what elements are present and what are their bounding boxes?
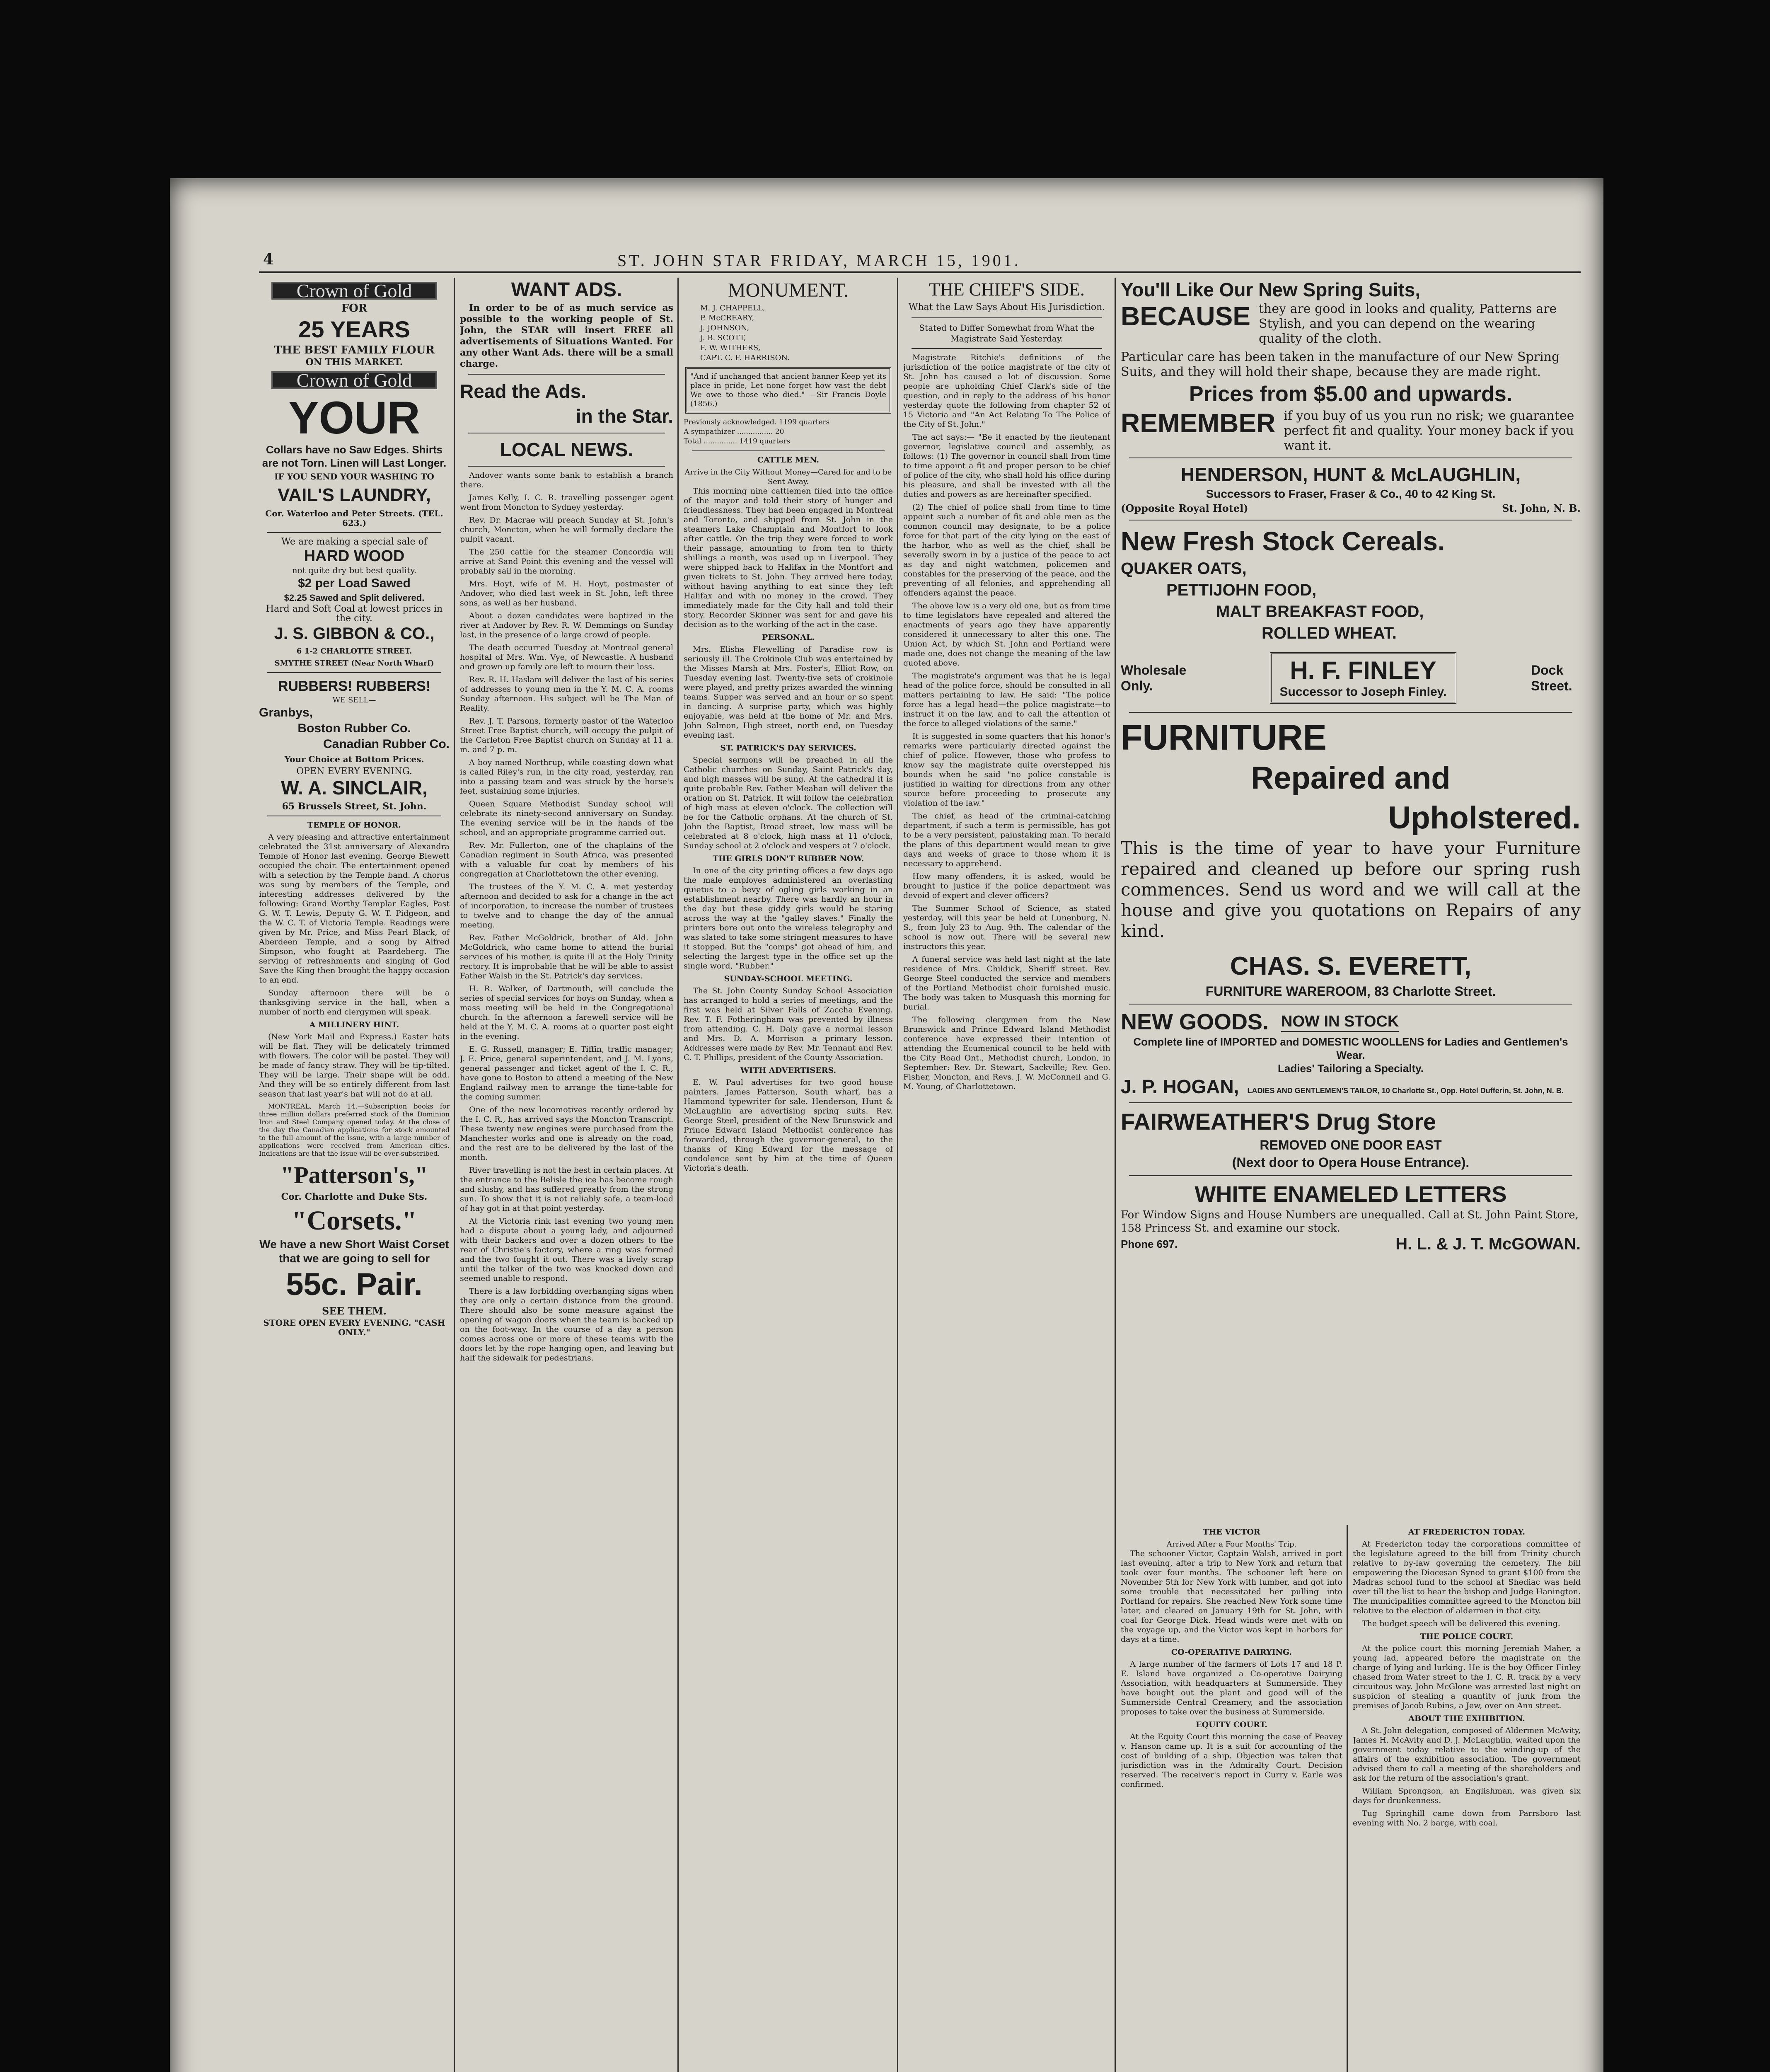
finley-wholesale: Wholesale Only.: [1121, 663, 1187, 693]
now-in-stock: NOW IN STOCK: [1281, 1012, 1399, 1032]
hogan-name: J. P. HOGAN,: [1121, 1076, 1239, 1097]
column-5-ads: [1121, 278, 1581, 1517]
chiefs-paragraph: The magistrate's argument was that he is legal head of the police force, should be consulted in all matters pertaining to law. He said: "The police force has a legal head—the police magistrate—to instruct it on the law, and to call the attention of the force to alleged violations of the same.": [903, 671, 1110, 728]
chiefs-paragraph: A funeral service was held last night at the late residence of Mrs. Childick, Sheriff street. Rev. George Steel conducted the service and members of the Portland Methodist choir furnished music. The body was taken to Musquash this morning for burial.: [903, 955, 1110, 1012]
cereal-rolled: ROLLED WHEAT.: [1262, 624, 1397, 642]
remember-word: REMEMBER: [1121, 408, 1276, 438]
cereal-malt: MALT BREAKFAST FOOD,: [1216, 603, 1424, 621]
ad-price-2: $2.25 Sawed and Split delivered.: [284, 593, 425, 603]
coop-body: A large number of the farmers of Lots 17 and 18 P. E. Island have organized a Co-operative Dairying Association, with headquarters at Summerside. They have bought out the plant and good will of the Summerside Central Creamery, and the association proposes to take over the business at Summerside.: [1121, 1660, 1342, 1716]
ad-rubbers: RUBBERS! RUBBERS!: [278, 678, 431, 694]
care-text: Particular care has been taken in the manufacture of our New Spring Suits, and they will hold their shape, because they are made right.: [1121, 350, 1560, 379]
mcgowan-row: [1121, 1235, 1581, 1253]
personal-heading: PERSONAL.: [762, 633, 815, 642]
column-3: [684, 278, 893, 2072]
divider: [912, 317, 1102, 318]
ad-choice: Your Choice at Bottom Prices.: [284, 754, 424, 764]
committee-name: J. B. SCOTT,: [700, 334, 746, 342]
local-item: H. R. Walker, of Dartmouth, will conclude the series of special services for boys on Sunday, when a mass meeting will be held in the Congregational church. In the afternoon a farewell service will be held at the Y. M. C. A. rooms at a quarter past eight in the evening.: [460, 984, 673, 1041]
ad-pattersons: "Patterson's,": [280, 1162, 428, 1188]
ad-vails-laundry: VAIL'S LAUNDRY,: [278, 485, 431, 505]
because-row: [1121, 302, 1581, 346]
finley-box: [1270, 652, 1457, 704]
ad-see-them: SEE THEM.: [322, 1305, 387, 1317]
ad-coal: Hard and Soft Coal at lowest prices in the city.: [266, 604, 443, 624]
police-court-body: At the police court this morning Jeremiah Maher, a young lad, appeared before the magistrate on the charge of lying and lurking. He is the boy Officer Finley chased from Water street to the I. C. R. track by a very circuitous way. John McGlone was arrested last night on suspicion of stealing a quantity of junk from the premises of Jacob Rubins, a Jew, over on Ann street.: [1353, 1644, 1581, 1710]
local-item: The trustees of the Y. M. C. A. met yesterday afternoon and decided to ask for a change in the act of incorporation, to increase the number of trustees to twelve and to change the day of the annual meeting.: [460, 882, 673, 929]
crown-of-gold-banner-2: Crown of Gold: [271, 371, 437, 389]
victor-heading: THE VICTOR: [1203, 1527, 1260, 1537]
tailoring-text: Ladies' Tailoring a Specialty.: [1278, 1062, 1424, 1075]
hhm-address-row: [1121, 501, 1581, 516]
hhm-city: St. John, N. B.: [1502, 502, 1581, 514]
finley-row: [1121, 648, 1581, 708]
committee-name: F. W. WITHERS,: [700, 344, 761, 352]
prices-text: Prices from $5.00 and upwards.: [1189, 382, 1513, 406]
temple-sunday: Sunday afternoon there will be a thanksgiving service in the hall, when a number of north end clergymen will speak.: [259, 988, 450, 1017]
ad-granbys: Granbys,: [259, 706, 313, 719]
school-body: The St. John County Sunday School Association has arranged to hold a series of meetings, and the first was held at Silver Falls of Zaccha Evening. Rev. T. F. Fotheringham was prevented by illness from attending. C. H. Daly gave a normal lesson and Mrs. D. A. Morrison a primary lesson. Addresses were made by Rev. Mr. Tennant and Rev. C. T. Phillips, president of the County Association.: [684, 986, 893, 1062]
sprongson-line: William Sprongson, an Englishman, was given six days for drunkenness.: [1353, 1786, 1581, 1805]
ad-canadian: Canadian Rubber Co.: [323, 737, 450, 751]
rubber-body: In one of the city printing offices a few days ago the male employes administered an overlasting quietus to a bevy of ogling girls working in an establishment nearby. There was hardly an hour in the day but these giddy girls would be staring across the way at the "galley slaves." Finally the printers bore out onto the wireless telegraphy and was slated to take some stringent measures to have it stopped. But the "comps" got ahead of him, and selecting the largest type in the office set up the single word, "Rubber.": [684, 866, 893, 971]
monument-names: [700, 303, 893, 363]
chiefs-paragraph: The Summer School of Science, as stated yesterday, will this year be held at Lunenburg, N. S., from July 23 to Aug. 9th. The calendar of the school is now out. There will be several new instructors this year.: [903, 904, 1110, 951]
new-goods-heading: NEW GOODS.: [1121, 1009, 1269, 1034]
committee-name: J. JOHNSON,: [700, 324, 750, 332]
divider: [267, 532, 441, 533]
cereal-pettijohn: PETTIJOHN FOOD,: [1166, 581, 1317, 599]
furniture-repaired: Repaired and: [1251, 760, 1451, 796]
local-item: Rev. Father McGoldrick, brother of Ald. John McGoldrick, who came home to attend the burial services of his mother, is quite ill at the Holy Trinity rectory. It is improbable that he will be able to assist Father Walsh in the St. Patrick's day services.: [460, 933, 673, 980]
new-goods-row: [1121, 1009, 1581, 1035]
read-ads-line-2: in the Star.: [575, 405, 673, 427]
local-item: Queen Square Methodist Sunday school will celebrate its ninety-second anniversary on Sunday. The evening service will be in the hands of the school, and an appropriate programme carried out.: [460, 799, 673, 837]
column-rule: [1115, 278, 1116, 2072]
because-text: they are good in looks and quality, Patterns are Stylish, and you can depend on the wearing quality of the cloth.: [1258, 302, 1557, 346]
masthead-title: ST. JOHN STAR FRIDAY, MARCH 15, 1901.: [617, 251, 1021, 270]
newspaper-page: [170, 178, 1603, 2072]
monument-heading: MONUMENT.: [728, 279, 849, 301]
ad-open: OPEN EVERY EVENING.: [296, 766, 412, 777]
committee-name: CAPT. C. F. HARRISON.: [700, 353, 790, 362]
column-2-local-news: [460, 278, 673, 2072]
enameled-letters-heading: WHITE ENAMELED LETTERS: [1195, 1182, 1507, 1207]
column-rule: [897, 278, 898, 2072]
finley-dock: Dock Street.: [1531, 663, 1572, 693]
furniture-body: This is the time of year to have your Furniture repaired and cleaned up before our spring rush commences. Send us word and we will call at the house and give you quotations on Repairs of any kind.: [1121, 838, 1581, 941]
fredericton-body: At Fredericton today the corporations committee of the legislature agreed to the bill from Trinity church relative to by-law governing the cemetery. The bill empowering the Diocesan Synod to grant $100 from the Madras school fund to the school at Shediac was held over till the list to hear the bishop and Judge Hanington. The municipalities committee agreed to the Moncton bill relative to the election of aldermen in that city.: [1353, 1539, 1581, 1615]
ad-gibbon-addr-1: 6 1-2 CHARLOTTE STREET.: [296, 647, 412, 656]
patrick-heading: ST. PATRICK'S DAY SERVICES.: [720, 743, 856, 753]
committee-name: P. McCREARY,: [700, 314, 754, 322]
masthead-rule: [259, 271, 1581, 273]
local-item: The death occurred Tuesday at Montreal general hospital of Mrs. Wm. Vye, of Newcastle. A husband and grown up family are left to mourn their loss.: [460, 643, 673, 671]
chiefs-paragraph: The act says:— "Be it enacted by the lieutenant governor, legislative council and assembly, as follows: (1) The governor in council shall from time to time appoint a fit and proper person to be chief of police of the city, who shall hold his office during his pleasure, and shall be invested with all the duties and powers as are hereinafter specified.: [903, 433, 1110, 499]
equity-body: At the Equity Court this morning the case of Peavey v. Hanson came up. It is a suit for accounting of the cost of building of a ship. Objection was taken that jurisdiction was in the Admiralty Court. Decision reserved. The receiver's report in Curry v. Earle was confirmed.: [1121, 1732, 1342, 1789]
ad-hardwood-sub: not quite dry but best quality.: [292, 565, 417, 575]
crown-of-gold-banner: Crown of Gold: [271, 282, 437, 300]
cereal-quaker: QUAKER OATS,: [1121, 559, 1247, 578]
masthead: [170, 251, 1603, 270]
cattle-body: This morning nine cattlemen filed into the office of the mayor and told their story of hunger and friendlessness. They had been engaged in Montreal and Toronto, and shipped from St. John in the steamers Lake Champlain and Montfort to look after cattle. On the trip they were forced to work their passage, amounting to from ten to thirty shillings a month, was used up in Liverpool. They were shipped back to Halifax in the Montfort and given tickets to St. John. They arrived here today, without having anything to eat since they left Halifax and with no money in the crowd. They immediately made for the City hall and told their story. Recorder Skinner was sent for and gave his decision as to the working of the act in the case.: [684, 487, 893, 629]
ad-gibbon: J. S. GIBBON & CO.,: [274, 625, 435, 643]
ad-market: ON THIS MARKET.: [305, 357, 403, 368]
local-item: Rev. R. H. Haslam will deliver the last of his series of addresses to young men in the Y. M. C. A. rooms Sunday afternoon. His subject will be The Man of Reality.: [460, 675, 673, 713]
ad-short-waist: We have a new Short Waist Corset that we are going to sell for: [259, 1238, 449, 1265]
ad-patterson-address: Cor. Charlotte and Duke Sts.: [281, 1191, 428, 1202]
local-item: E. G. Russell, manager; E. Tiffin, traffic manager; J. E. Price, general superintendent, and J. M. Lyons, general passenger and ticket agent of the I. C. R., have gone to Boston to attend a meeting of the New England railway men to arrange the time-table for the coming summer.: [460, 1045, 673, 1101]
local-item: Rev. Dr. Macrae will preach Sunday at St. John's church, Moncton, when he will formally declare the pulpit vacant.: [460, 516, 673, 544]
want-ads-body: In order to be of as much service as possible to the working people of St. John, the STAR will insert FREE all advertisements of Situations Wanted. For any other Want Ads. there will be a small charge.: [460, 303, 673, 369]
millinery-body: (New York Mail and Express.) Easter hats will be flat. They will be delicately trimmed with flowers. The color will be pastel. They will be made of fancy straw. They will be tip-tilted. They will be large. Their shape will be odd. And they will be so entirely different from last season that last year's hat will not do at all.: [259, 1032, 450, 1099]
equity-heading: EQUITY COURT.: [1196, 1720, 1267, 1729]
ad-collars: Collars have no Saw Edges. Shirts are not Torn. Linen will Last Longer.: [262, 443, 447, 469]
chiefs-paragraph: How many offenders, it is asked, would be brought to justice if the police department was devoid of expert and clever officers?: [903, 872, 1110, 900]
ad-vails-address: Cor. Waterloo and Peter Streets. (TEL. 623.): [265, 508, 443, 528]
temple-heading: TEMPLE OF HONOR.: [307, 821, 401, 830]
chiefs-paragraph: (2) The chief of police shall from time to time appoint such a number of fit and able men as the common council may designate, to be a police force for that part of the city lying on the east of the harbor, who as well as the chief, shall be severally sworn in by a justice of the peace to act as day and night watchmen, policemen and constables for the preserving of the peace, and the preventing of all felonies, and apprehending all offenders against the peace.: [903, 503, 1110, 598]
because-word: BECAUSE: [1121, 301, 1250, 331]
remember-row: [1121, 409, 1581, 453]
budget-line: The budget speech will be delivered this evening.: [1362, 1619, 1560, 1628]
divider: [1129, 1175, 1572, 1176]
victor-body: The schooner Victor, Captain Walsh, arrived in port last evening, after a trip to New York and return that took over four months. The schooner left here on November 5th for New York with lumber, and got into some trouble that necessitated her pulling into Portland for repairs. She reached New York some time later, and cleared on January 19th for St. John, with coal for George Dick. Head winds were met with on the voyage up, and the Victor was kept in harbors for days at a time.: [1121, 1549, 1342, 1644]
chiefs-sub-2: Stated to Differ Somewhat from What the Magistrate Said Yesterday.: [919, 323, 1095, 344]
divider: [1129, 712, 1572, 713]
divider: [1129, 1102, 1572, 1103]
read-ads-line-1: Read the Ads.: [460, 380, 587, 402]
chiefs-paragraph: It is suggested in some quarters that his honor's remarks were particularly directed against the chief of police. However, those who profess to know say the magistrate quite overstepped his bounds when he said "no police constable is justified in waiting for directions from any other source before proceeding to prosecute any violation of the law.": [903, 732, 1110, 808]
ad-hard-wood: HARD WOOD: [304, 547, 405, 565]
local-item: There is a law forbidding overhanging signs when they are only a certain distance from the ground. There should also be some measure against the opening of wagon doors when the team is backed up on the foot-way. In the course of a day a person comes across one or more of these teams with the doors let by the rope hanging open, and leaving but half the sidewalk for pedestrians.: [460, 1287, 673, 1363]
furniture-upholstered: Upholstered.: [1388, 800, 1581, 835]
want-ads-heading: WANT ADS.: [511, 279, 622, 301]
ad-price-pair: 55c. Pair.: [286, 1267, 423, 1302]
ad-store-open: STORE OPEN EVERY EVENING. "CASH ONLY.": [263, 1318, 445, 1337]
hogan-row: [1121, 1075, 1581, 1098]
advertisers-body: E. W. Paul advertises for two good house painters. James Patterson, South wharf, has a Hammond typewriter for sale. Henderson, Hunt & McLaughlin are advertising spring suits. Rev. George Steel, president of the New Brunswick and Prince Edward Island Methodist conference has forwarded, through the governor-general, to the thanks of King Edward for the message of condolence sent by him at the time of Queen Victoria's death.: [684, 1078, 893, 1173]
monument-poem: "And if unchanged that ancient banner Keep yet its place in pride, Let none forget how vast the debt We owe to those who died." —Sir Francis Doyle (1856.): [685, 367, 891, 414]
local-item: James Kelly, I. C. R. travelling passenger agent went from Moncton to Sydney yesterday.: [460, 493, 673, 512]
rubber-heading: THE GIRLS DON'T RUBBER NOW.: [712, 854, 864, 863]
cereals-heading: New Fresh Stock Cereals.: [1121, 526, 1445, 556]
ad-for: FOR: [341, 302, 368, 315]
ad-best-flour: THE BEST FAMILY FLOUR: [274, 344, 435, 356]
divider: [692, 450, 885, 451]
exhibition-body: A St. John delegation, composed of Aldermen McAvity, James H. McAvity and D. J. McLaughlin, waited upon the government today relative to the winding-up of the affairs of the exhibition association. The government advised them to call a meeting of the shareholders and ask for the return of the association's grant.: [1353, 1726, 1581, 1783]
enameled-letters-body: For Window Signs and House Numbers are unequalled. Call at St. John Paint Store, 158 Princess St. and examine our stock.: [1121, 1209, 1579, 1234]
local-item: Mrs. Hoyt, wife of M. H. Hoyt, postmaster of Andover, who died last week in St. John, left three sons, as well as her husband.: [460, 579, 673, 608]
chiefs-paragraph: The chief, as head of the criminal-catching department, if such a term is permissible, has got to be a very persistent, painstaking man. To herald the plans of this department would mean to give days and weeks of grace to those whom it is necessary to apprehend.: [903, 811, 1110, 868]
coop-heading: CO-OPERATIVE DAIRYING.: [1171, 1648, 1292, 1657]
divider: [468, 466, 665, 467]
divider: [468, 374, 665, 375]
mcgowan-name: H. L. & J. T. McGOWAN.: [1395, 1235, 1581, 1253]
ad-corsets: "Corsets.": [291, 1205, 417, 1236]
local-item: Rev. J. T. Parsons, formerly pastor of the Waterloo Street Free Baptist church, will occupy the pulpit of the Carleton Free Baptist church on Sunday at 11 a. m. and 7 p. m.: [460, 716, 673, 754]
hogan-address: LADIES AND GENTLEMEN'S TAILOR, 10 Charlotte St., Opp. Hotel Dufferin, St. John, N. B.: [1247, 1087, 1564, 1095]
tug-line: Tug Springhill came down from Parrsboro last evening with No. 2 barge, with coal.: [1353, 1809, 1581, 1828]
column-4: [903, 278, 1110, 2072]
divider: [1129, 1004, 1572, 1005]
local-item: At the Victoria rink last evening two young men had a dispute about a young lady, and adjourned with their backers and over a dozen others to the rear of Christie's factory, where a ring was formed and the two fought it out. There was a lively scrap until the talker of the two was knocked down and seemed unable to respond.: [460, 1217, 673, 1283]
hhm-opposite: (Opposite Royal Hotel): [1121, 502, 1248, 514]
ack-total: Total ............... 1419 quarters: [684, 437, 791, 445]
cattle-heading: CATTLE MEN.: [757, 455, 820, 465]
woollens-text: Complete line of IMPORTED and DOMESTIC WOOLLENS for Ladies and Gentlemen's Wear.: [1133, 1036, 1568, 1061]
advertisers-heading: WITH ADVERTISERS.: [740, 1066, 837, 1075]
patrick-body: Special sermons will be preached in all the Catholic churches on Sunday, Saint Patrick's day, and high masses will be sung. At the cathedral it is quite probable Rev. Father Meahan will deliver the oration on St. Patrick. It will follow the celebration of high mass at eleven o'clock. The collection will be for the Catholic orphans. At the church of St. John the Baptist, Broad street, low mass will be celebrated at 8 o'clock, high mass at 11 o'clock, Sunday school at 2 o'clock and vespers at 7 o'clock.: [684, 755, 893, 850]
fairweather-heading: FAIRWEATHER'S Drug Store: [1121, 1109, 1436, 1135]
chiefs-paragraph: The following clergymen from the New Brunswick and Prince Edward Island Methodist conference have expressed their intention of attending the Ecumenical council to be held with the City Road Ont., Methodist church, London, in September: Rev. Dr. Stewart, Sackville; Rev. Geo. Fisher, Moncton, and Revs. J. W. McConnell and G. M. Young, of Charlottetown.: [903, 1015, 1110, 1091]
ad-gibbon-addr-2: SMYTHE STREET (Near North Wharf): [274, 659, 434, 668]
ad-boston: Boston Rubber Co.: [297, 721, 411, 735]
personal-body: Mrs. Elisha Flewelling of Paradise row is seriously ill. The Crokinole Club was entertained by the Misses Marsh at Mrs. Foster's, Elliot Row, on Tuesday evening last. Twenty-five sets of crokinole were played, and pretty prizes awarded the winning teams. Supper was served and an hour or so spent in dancing. A surprise party, which was highly enjoyable, was held at the home of Mr. and Mrs. John Salmon, High street, north end, on Tuesday evening last.: [684, 645, 893, 740]
ad-special: We are making a special sale of: [281, 537, 427, 547]
finley-name: H. F. FINLEY: [1290, 656, 1436, 684]
hhm-name: HENDERSON, HUNT & McLAUGHLIN,: [1180, 464, 1521, 485]
police-court-heading: THE POLICE COURT.: [1420, 1632, 1514, 1641]
ad-your: YOUR: [288, 392, 420, 443]
column-5b-news: [1353, 1525, 1581, 2072]
remember-text: if you buy of us you run no risk; we guarantee perfect fit and quality. Your money back if you want it.: [1284, 409, 1574, 453]
local-item: About a dozen candidates were baptized in the river at Andover by Rev. R. W. Demmings on Sunday last, in the presence of a large crowd of people.: [460, 611, 673, 639]
column-rule: [454, 278, 455, 2072]
temple-body: A very pleasing and attractive entertainment celebrated the 31st anniversary of Alexandra Temple of Honor last evening. George Blewett occupied the chair. The entertainment opened with a selection by the Temple band. A chorus was sung by members of the Temple, and interesting addresses delivered by the following: Grand Worthy Templar Eagles, Past G. W. T. Lewis, Deputy G. W. T. Pidgeon, and the W. C. T. of Victoria Temple. Readings were given by Mr. Price, and Miss Pearl Black, of Aberdeen Temple, and a song by Alfred Simpson, who fought at Paardeberg. The serving of refreshments and singing of God Save the King then brought the happy occasion to an end.: [259, 833, 450, 985]
fairweather-opera: (Next door to Opera House Entrance).: [1232, 1155, 1470, 1170]
ad-sinclair: W. A. SINCLAIR,: [281, 777, 428, 799]
local-item: Rev. Mr. Fullerton, one of the chaplains of the Canadian regiment in South Africa, was presented with a valuable fur coat by members of his congregation at Charlottetown the other evening.: [460, 841, 673, 879]
cattle-sub: Arrive in the City Without Money—Cared for and to be Sent Away.: [684, 468, 892, 486]
local-item: River travelling is not the best in certain places. At the entrance to the Belisle the ice has become rough and slushy, and has suffered greatly from the strong sun. To show that it is not reliably safe, a team-load of hay got in at that point yesterday.: [460, 1166, 673, 1213]
committee-name: M. J. CHAPPELL,: [700, 304, 765, 312]
chiefs-paragraph: Magistrate Ritchie's definitions of the jurisdiction of the police magistrate of the city of St. John has caused a lot of discussion. Some people are upholding Chief Clark's side of the question, and in reply to the address of his honor yesterday quote the following from chapter 52 of 15 Victoria and "An Act Relating To The Police of the City of St. John.": [903, 353, 1110, 429]
ad-years: 25 YEARS: [298, 316, 410, 342]
column-rule: [1347, 1525, 1348, 2072]
ad-if-send: IF YOU SEND YOUR WASHING TO: [274, 472, 434, 482]
local-item: The 250 cattle for the steamer Concordia will arrive at Sand Point this evening and the vessel will probably sail in the morning.: [460, 547, 673, 576]
spring-suits-heading: You'll Like Our New Spring Suits,: [1121, 279, 1421, 300]
divider: [912, 348, 1102, 349]
millinery-heading: A MILLINERY HINT.: [309, 1020, 399, 1029]
chiefs-side-heading: THE CHIEF'S SIDE.: [929, 279, 1085, 300]
page-number: 4: [263, 251, 274, 268]
exhibition-heading: ABOUT THE EXHIBITION.: [1408, 1714, 1525, 1723]
ad-we-sell: WE SELL—: [332, 696, 376, 704]
divider: [1129, 457, 1572, 458]
furniture-heading: FURNITURE: [1121, 718, 1327, 758]
column-1-ads: [259, 278, 450, 2072]
local-item: Andover wants some bank to establish a branch there.: [460, 471, 673, 489]
local-news-heading: LOCAL NEWS.: [500, 439, 634, 460]
local-item: A boy named Northrup, while coasting down what is called Riley's run, in the city road, yesterday, ran into a passing team and was struck by the horse's feet, sustaining some injuries.: [460, 758, 673, 796]
school-heading: SUNDAY-SCHOOL MEETING.: [724, 974, 853, 983]
hhm-successors: Successors to Fraser, Fraser & Co., 40 to 42 King St.: [1206, 487, 1496, 500]
everett-address: FURNITURE WAREROOM, 83 Charlotte Street.: [1205, 984, 1496, 999]
everett-name: CHAS. S. EVERETT,: [1230, 952, 1472, 980]
mcgowan-phone: Phone 697.: [1121, 1238, 1178, 1250]
column-rule: [677, 278, 679, 2072]
montreal-item: MONTREAL, March 14.—Subscription books for three million dollars preferred stock of the Dominion Iron and Steel Company opened today. At the close of the day the Canadian applications for stock amounted to the full amount of the issue, with a large number of applications were received from American cities. Indications are that the issue will be over-subscribed.: [259, 1102, 450, 1157]
column-5a-news: [1121, 1525, 1342, 2072]
ad-sinclair-address: 65 Brussels Street, St. John.: [282, 801, 427, 812]
ack-line: Previously acknowledged. 1199 quarters: [684, 418, 830, 426]
fredericton-heading: AT FREDERICTON TODAY.: [1408, 1527, 1526, 1537]
ad-price-1: $2 per Load Sawed: [298, 576, 411, 590]
chiefs-sub-1: What the Law Says About His Jurisdiction.: [908, 302, 1105, 312]
chiefs-paragraph: The above law is a very old one, but as from time to time legislators have repealed and altered the enactments of years ago they have apparently considered it unnecessary to alter this one. The Union Act, by which St. John and Portland were made one, does not change the meaning of the law quoted above.: [903, 601, 1110, 668]
ack-line: A sympathizer ................ 20: [684, 428, 784, 436]
local-item: One of the new locomotives recently ordered by the I. C. R., has arrived says the Moncton Transcript. These twenty new engines were purchased from the Manchester works and one is already on the road, and the rest are to be delivered by the last of the month.: [460, 1105, 673, 1162]
fairweather-removed: REMOVED ONE DOOR EAST: [1260, 1138, 1442, 1152]
finley-successor: Successor to Joseph Finley.: [1279, 685, 1447, 699]
divider: [267, 672, 441, 673]
victor-sub: Arrived After a Four Months' Trip.: [1166, 1540, 1297, 1549]
